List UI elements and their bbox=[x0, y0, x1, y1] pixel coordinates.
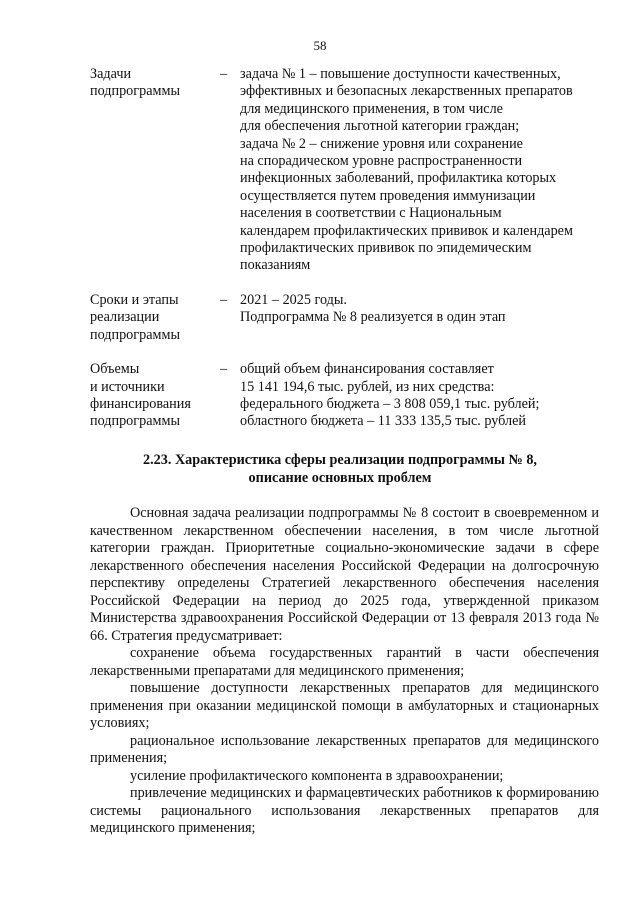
passport-row-label: Задачи подпрограммы bbox=[90, 66, 180, 100]
passport-row-dash: – bbox=[220, 361, 228, 378]
section-body bbox=[90, 505, 599, 838]
passport-row-dash: – bbox=[220, 291, 228, 308]
page-number: 58 bbox=[313, 38, 327, 53]
body-paragraph: сохранение объема государственных гарантий в части обеспечения лекарственными препаратами для медицинского применения; bbox=[90, 645, 599, 679]
passport-row-value: общий объем финансирования составляет 15 141 194,6 тыс. рублей, из них средства: федерального бюджета – 3 808 059,1 тыс. рублей; областного бюджета – 11 333 135,5 тыс. рублей bbox=[240, 361, 540, 430]
passport-row-timing bbox=[90, 292, 610, 344]
subprogram-passport-table bbox=[90, 66, 610, 448]
section-heading-line: 2.23. Характеристика сферы реализации подпрограммы № 8, bbox=[143, 452, 537, 468]
passport-row-label: Объемы и источники финансирования подпрограммы bbox=[90, 361, 191, 430]
passport-row-tasks bbox=[90, 66, 610, 275]
passport-row-value: 2021 – 2025 годы. Подпрограмма № 8 реализуется в один этап bbox=[240, 291, 506, 326]
passport-row-label: Сроки и этапы реализации подпрограммы bbox=[90, 291, 180, 343]
body-paragraph: рациональное использование лекарственных препаратов для медицинского применения; bbox=[90, 732, 599, 766]
body-paragraph: привлечение медицинских и фармацевтических работников к формированию системы рационального использования лекарственных препаратов для медицинского применения; bbox=[90, 785, 599, 836]
section-heading-line: описание основных проблем bbox=[248, 469, 432, 486]
body-paragraph: повышение доступности лекарственных препаратов для медицинского применения при оказании медицинской помощи в амбулаторных и стационарных условиях; bbox=[90, 680, 599, 731]
passport-row-financing bbox=[90, 361, 610, 431]
passport-row-value: задача № 1 – повышение доступности качественных, эффективных и безопасных лекарственных препаратов для медицинского применения, в том числе для обеспечения льготной категории граждан; задача № 2 – снижение уровня или сохранение на спорадическом уровне распространенности инфекционных заболеваний, профилактика которых осуществляется путем проведения иммунизации населения в соответствии с Национальным календарем профилактических прививок и календарем профилактических прививок по эпидемическим показаниям bbox=[240, 66, 573, 274]
body-paragraph: Основная задача реализации подпрограммы № 8 состоит в своевременном и качественном лекарственном обеспечении населения, в том числе льготной категории граждан. Приоритетные социально-экономические задачи в сфере лекарственного обеспечения населения Российской Федерации на долгосрочную перспективу определены Стратегией лекарственного обеспечения населения Российской Федерации на период до 2025 года, утвержденной приказом Министерства здравоохранения Российской Федерации от 13 февраля 2013 года № 66. Стратегия предусматривает: bbox=[90, 505, 599, 644]
passport-row-dash: – bbox=[220, 66, 228, 82]
body-paragraph: усиление профилактического компонента в здравоохранении; bbox=[130, 767, 504, 784]
section-heading bbox=[70, 452, 610, 487]
